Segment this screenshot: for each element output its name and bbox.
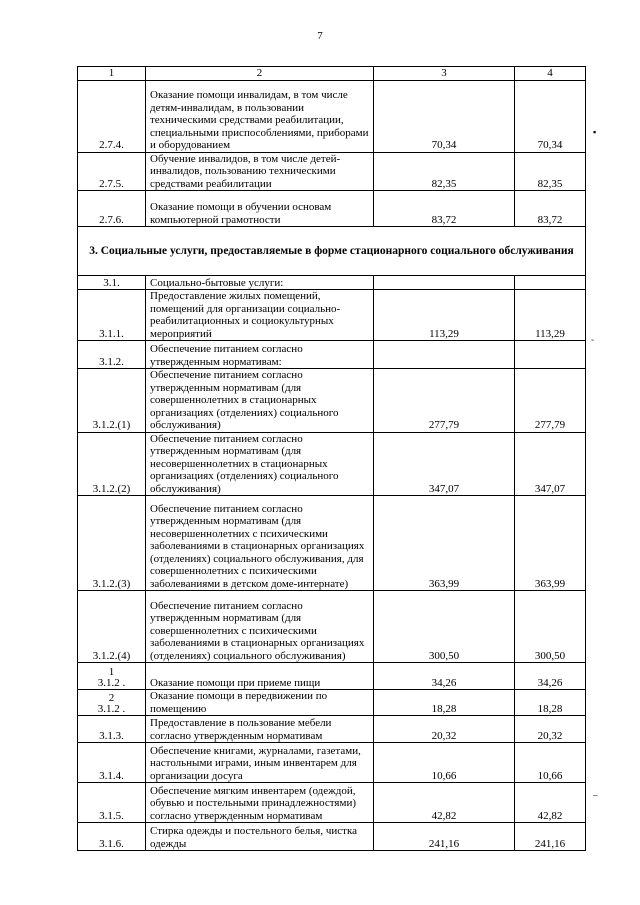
row-value-col4: 34,26	[515, 663, 586, 690]
row-value-col3: 10,66	[374, 743, 515, 783]
row-service-name: Обеспечение питанием согласно утвержденным нормативам (для несовершеннолетних в стационарных организациях (отделениях) социального обслуживания)	[146, 432, 374, 496]
header-col-2: 2	[146, 67, 374, 81]
row-value-col4: 42,82	[515, 783, 586, 823]
row-value-col3: 363,99	[374, 496, 515, 591]
row-service-name: Обеспечение питанием согласно утвержденным нормативам (для несовершеннолетних с психическими заболеваниями в стационарных организациях (отделениях) социального обслуживания, для совершеннолетних с психическими заболеваниями в детском доме-интернате)	[146, 496, 374, 591]
row-value-col4: 300,50	[515, 591, 586, 663]
section-title: 3. Социальные услуги, предоставляемые в форме стационарного социального обслуживания	[78, 227, 586, 276]
row-value-col4: 347,07	[515, 432, 586, 496]
row-value-col4: 70,34	[515, 80, 586, 152]
row-code-base: 3.1.2 .	[97, 677, 126, 689]
row-value-col3: 241,16	[374, 823, 515, 851]
scan-mark-2: ˜	[591, 338, 594, 348]
row-code: 3.1.2.(4)	[78, 591, 146, 663]
table-row	[78, 432, 586, 496]
row-value-col4: 83,72	[515, 191, 586, 227]
row-code: 3.1.4.	[78, 743, 146, 783]
row-code: 3.1.2.(2)	[78, 432, 146, 496]
row-service-name: Оказание помощи в обучении основам компьютерной грамотности	[146, 191, 374, 227]
row-code-index: 1	[108, 666, 115, 678]
row-value-col4: 10,66	[515, 743, 586, 783]
row-service-name: Оказание помощи инвалидам, в том числе детям-инвалидам, в пользовании техническими средствами реабилитации, специальными приспособлениями, приборами и оборудованием	[146, 80, 374, 152]
row-value-col4: 241,16	[515, 823, 586, 851]
row-value-col4: 363,99	[515, 496, 586, 591]
header-col-3: 3	[374, 67, 515, 81]
row-value-col3: 82,35	[374, 152, 515, 191]
table-row	[78, 80, 586, 152]
scan-mark-3: ‒	[593, 790, 598, 800]
row-code	[78, 690, 146, 716]
row-value-col3: 83,72	[374, 191, 515, 227]
page-number: 7	[317, 30, 323, 42]
row-code: 3.1.5.	[78, 783, 146, 823]
row-value-col3: 20,32	[374, 716, 515, 743]
row-code: 3.1.2.(1)	[78, 369, 146, 433]
row-value-col4: 82,35	[515, 152, 586, 191]
row-code: 3.1.2.	[78, 341, 146, 369]
row-value-col4: 20,32	[515, 716, 586, 743]
row-code-index: 2	[108, 692, 115, 704]
row-service-name: Социально-бытовые услуги:	[146, 276, 374, 290]
row-service-name: Обеспечение мягким инвентарем (одеждой, обувью и постельными принадлежностями) согласно утвержденным нормативам	[146, 783, 374, 823]
row-value-col3: 18,28	[374, 690, 515, 716]
row-service-name: Предоставление жилых помещений, помещений для организации социально-реабилитационных и социокультурных мероприятий	[146, 290, 374, 341]
row-value-col4	[515, 276, 586, 290]
row-value-col4: 113,29	[515, 290, 586, 341]
table-row	[78, 152, 586, 191]
row-code: 2.7.5.	[78, 152, 146, 191]
table-row	[78, 191, 586, 227]
row-code: 3.1.3.	[78, 716, 146, 743]
table-row	[78, 823, 586, 851]
table-row	[78, 591, 586, 663]
table-row	[78, 276, 586, 290]
row-service-name: Предоставление в пользование мебели согласно утвержденным нормативам	[146, 716, 374, 743]
row-service-name: Обеспечение книгами, журналами, газетами, настольными играми, иным инвентарем для организации досуга	[146, 743, 374, 783]
header-col-1: 1	[78, 67, 146, 81]
row-value-col3: 300,50	[374, 591, 515, 663]
table-row	[78, 496, 586, 591]
row-service-name: Обеспечение питанием согласно утвержденным нормативам:	[146, 341, 374, 369]
table-row	[78, 369, 586, 433]
row-code-base: 3.1.2 .	[97, 703, 126, 715]
row-code: 3.1.6.	[78, 823, 146, 851]
row-value-col3	[374, 341, 515, 369]
table-row	[78, 743, 586, 783]
row-value-col3: 277,79	[374, 369, 515, 433]
row-code: 2.7.6.	[78, 191, 146, 227]
row-value-col4	[515, 341, 586, 369]
table-row	[78, 290, 586, 341]
row-value-col3: 347,07	[374, 432, 515, 496]
tariff-table	[77, 66, 586, 851]
row-value-col4: 277,79	[515, 369, 586, 433]
row-service-name: Обучение инвалидов, в том числе детей-инвалидов, пользованию техническими средствами реабилитации	[146, 152, 374, 191]
row-value-col3	[374, 276, 515, 290]
row-code: 2.7.4.	[78, 80, 146, 152]
row-service-name: Стирка одежды и постельного белья, чистка одежды	[146, 823, 374, 851]
table-row	[78, 341, 586, 369]
scan-mark-1: ▪	[593, 127, 597, 137]
row-value-col3: 42,82	[374, 783, 515, 823]
row-code: 3.1.1.	[78, 290, 146, 341]
table-row	[78, 783, 586, 823]
row-service-name: Обеспечение питанием согласно утвержденным нормативам (для совершеннолетних в стационарных организациях (отделениях) социального обслуживания)	[146, 369, 374, 433]
row-value-col4: 18,28	[515, 690, 586, 716]
row-service-name: Оказание помощи в передвижении по помещению	[146, 690, 374, 716]
row-value-col3: 113,29	[374, 290, 515, 341]
table-row	[78, 716, 586, 743]
row-code: 3.1.	[78, 276, 146, 290]
row-value-col3: 34,26	[374, 663, 515, 690]
row-service-name: Оказание помощи при приеме пищи	[146, 663, 374, 690]
header-row	[78, 67, 586, 81]
table-row	[78, 690, 586, 716]
section-row	[78, 227, 586, 276]
table-row	[78, 663, 586, 690]
row-code: 3.1.2.(3)	[78, 496, 146, 591]
header-col-4: 4	[515, 67, 586, 81]
row-code	[78, 663, 146, 690]
row-value-col3: 70,34	[374, 80, 515, 152]
row-service-name: Обеспечение питанием согласно утвержденным нормативам (для совершеннолетних с психическими заболеваниями в стационарных организациях (отделениях) социального обслуживания)	[146, 591, 374, 663]
